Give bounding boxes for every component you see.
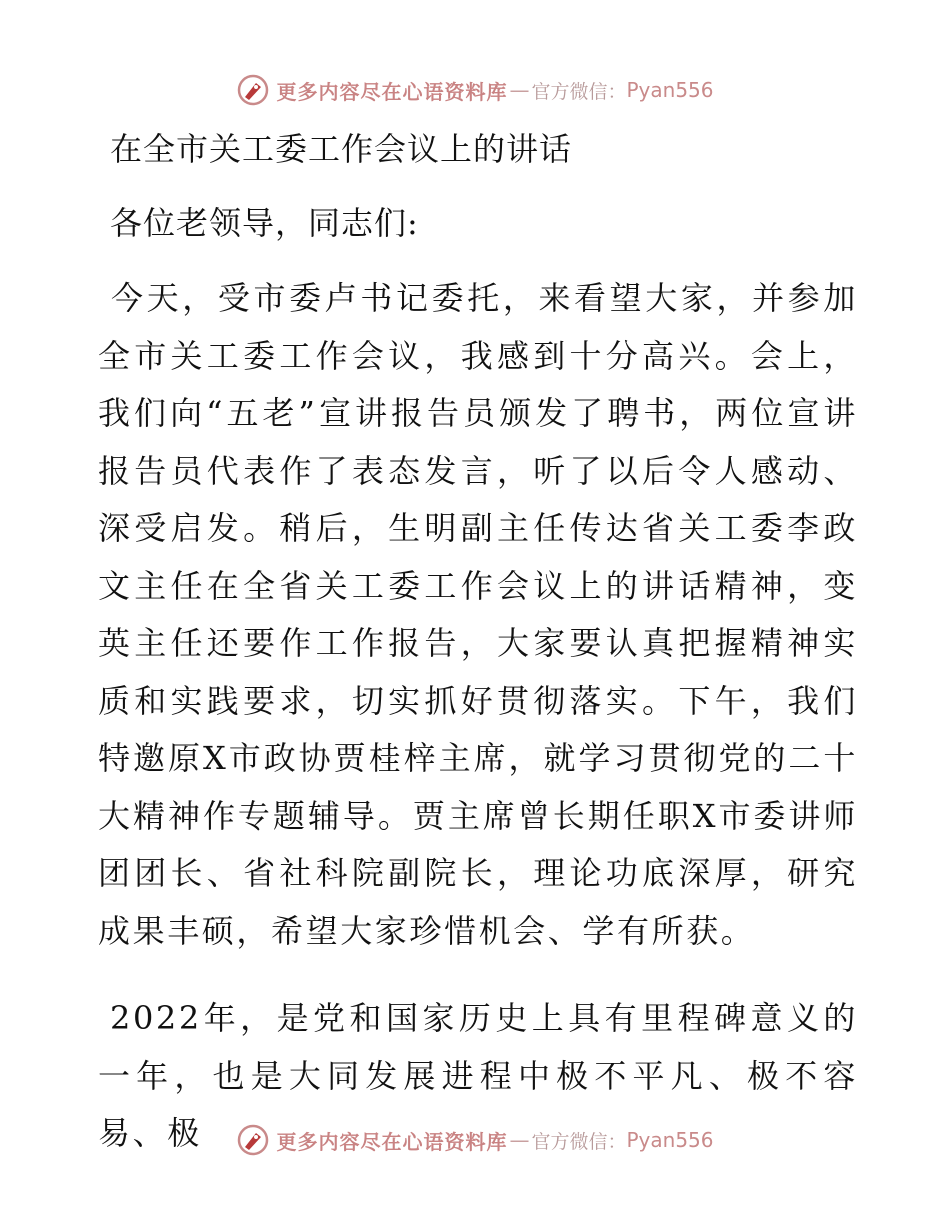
header-watermark: [0, 70, 950, 110]
watermark-label: 官方微信：: [531, 1130, 627, 1153]
pen-nib-logo-icon: [236, 1123, 270, 1157]
paragraph-1: [98, 270, 858, 960]
salutation: 各位老领导，同志们:: [110, 204, 419, 242]
watermark-separator: —: [509, 1128, 530, 1152]
watermark-text: 更多内容尽在心语资料库: [276, 79, 508, 104]
paragraph-1-text: 今天，受市委卢书记委托，来看望大家，并参加全市关工委工作会议，我感到十分高兴。会上，我们向“五老”宣讲报告员颁发了聘书，两位宣讲报告员代表作了表态发言，听了以后令人感动、深受启发。稍后，生明副主任传达省关工委李政文主任在全省关工委工作会议上的讲话精神，变英主任还要作工作报告，大家要认真把握精神实质和实践要求，切实抓好贯彻落实。下午，我们特邀原X市政协贾桂梓主席，就学习贯彻党的二十大精神作专题辅导。贾主席曾长期任职X市委讲师团团长、省社科院副院长，理论功底深厚，研究成果丰硕，希望大家珍惜机会、学有所获。: [98, 279, 858, 950]
watermark-id: Pyan556: [626, 1128, 714, 1152]
watermark-text: 更多内容尽在心语资料库: [276, 1129, 508, 1154]
watermark-id: Pyan556: [626, 78, 714, 102]
paragraph-2-text: 2022年，是党和国家历史上具有里程碑意义的一年，也是大同发展进程中极不平凡、极不容易、极: [98, 999, 858, 1152]
document-title: 在全市关工委工作会议上的讲话: [110, 130, 573, 168]
footer-watermark: [0, 1120, 950, 1160]
watermark-label: 官方微信：: [531, 80, 627, 103]
watermark-separator: —: [509, 78, 530, 102]
pen-nib-logo-icon: [236, 73, 270, 107]
